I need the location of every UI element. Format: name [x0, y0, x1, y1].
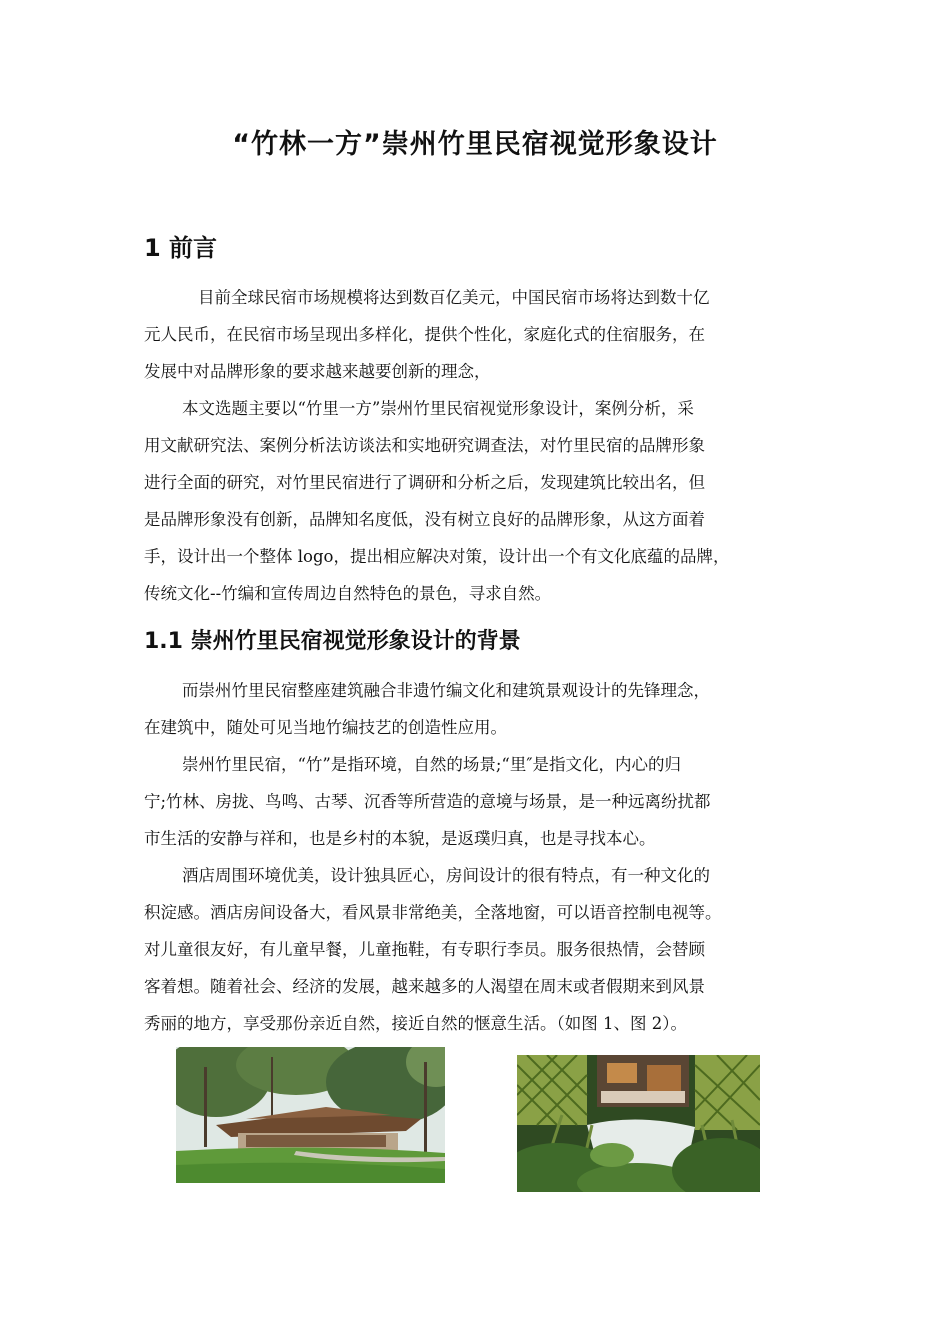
- background-body: [144, 672, 814, 1042]
- page-title: “竹林一方”崇州竹里民宿视觉形象设计: [232, 129, 718, 160]
- paragraph-line: 用文献研究法、案例分析法访谈法和实地研究调查法，对竹里民宿的品牌形象: [144, 436, 705, 455]
- paragraph-line: 元人民币，在民宿市场呈现出多样化，提供个性化，家庭化式的住宿服务，在: [144, 325, 705, 344]
- figure-2-photo: [517, 1055, 760, 1192]
- paragraph-line: 本文选题主要以“竹里一方”崇州竹里民宿视觉形象设计，案例分析，采: [182, 399, 694, 418]
- paragraph-line: 进行全面的研究，对竹里民宿进行了调研和分析之后，发现建筑比较出名，但: [144, 473, 705, 492]
- paragraph-line: 而崇州竹里民宿整座建筑融合非遗竹编文化和建筑景观设计的先锋理念，: [182, 681, 710, 700]
- paragraph-line: 传统文化--竹编和宣传周边自然特色的景色，寻求自然。: [144, 584, 552, 603]
- paragraph-line: 崇州竹里民宿，“竹”是指环境，自然的场景;“里″是指文化，内心的归: [182, 755, 682, 774]
- section-heading-preface: 1 前言: [144, 234, 218, 262]
- paragraph-line: 宁;竹林、房拢、鸟鸣、古琴、沉香等所营造的意境与场景，是一种远离纷扰都: [144, 792, 711, 811]
- section-heading-background: 1.1 崇州竹里民宿视觉形象设计的背景: [144, 629, 521, 654]
- paragraph-line: 目前全球民宿市场规模将达到数百亿美元，中国民宿市场将达到数十亿: [198, 288, 710, 307]
- paragraph-line: 客着想。随着社会、经济的发展，越来越多的人渴望在周末或者假期来到风景: [144, 977, 705, 996]
- paragraph-line: 秀丽的地方，享受那份亲近自然，接近自然的惬意生活。（如图 1、图 2）。: [144, 1014, 687, 1033]
- paragraph-line: 市生活的安静与祥和，也是乡村的本貌，是返璞归真，也是寻找本心。: [144, 829, 656, 848]
- paragraph-line: 酒店周围环境优美，设计独具匠心，房间设计的很有特点，有一种文化的: [182, 866, 710, 885]
- paragraph-line: 在建筑中，随处可见当地竹编技艺的创造性应用。: [144, 718, 507, 737]
- paragraph-line: 是品牌形象没有创新，品牌知名度低，没有树立良好的品牌形象，从这方面着: [144, 510, 705, 529]
- paragraph-line: 发展中对品牌形象的要求越来越要创新的理念，: [144, 362, 491, 381]
- preface-body: [144, 279, 814, 612]
- paragraph-line: 对儿童很友好，有儿童早餐，儿童拖鞋，有专职行李员。服务很热情，会替顾: [144, 940, 705, 959]
- paragraph-line: 积淀感。酒店房间设备大，看风景非常绝美，全落地窗，可以语音控制电视等。: [144, 903, 722, 922]
- paragraph-line: 手，设计出一个整体 logo，提出相应解决对策，设计出一个有文化底蕴的品牌，: [144, 547, 730, 566]
- figure-1-photo: [176, 1047, 445, 1183]
